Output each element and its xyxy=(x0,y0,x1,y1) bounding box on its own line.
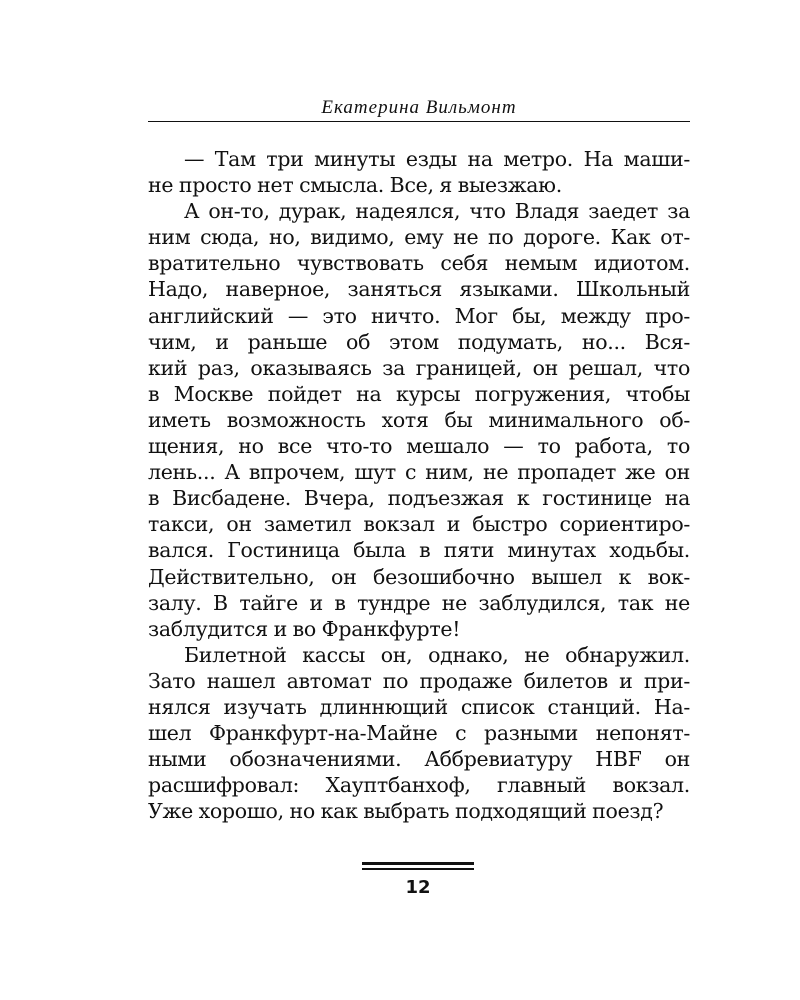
text-line: вался. Гостиница была в пяти минутах ходьбы. xyxy=(148,538,690,563)
text-line: кий раз, оказываясь за границей, он решал, что xyxy=(148,355,690,380)
text-line: чим, и раньше об этом подумать, но... Вся- xyxy=(148,329,690,354)
footer-rule-thick xyxy=(362,862,474,865)
text-line: залу. В тайге и в тундре не заблудился, так не xyxy=(148,590,690,615)
text-line: Надо, наверное, заняться языками. Школьный xyxy=(148,277,690,302)
text-line: А он-то, дурак, надеялся, что Владя заедет за xyxy=(184,199,690,224)
text-line: ним сюда, но, видимо, ему не по дороге. Как от- xyxy=(148,225,690,250)
footer-rule-thin xyxy=(362,868,474,870)
running-title: Екатерина Вильмонт xyxy=(321,97,517,118)
text-line: Билетной кассы он, однако, не обнаружил. xyxy=(184,642,690,667)
text-line: в Москве пойдет на курсы погружения, чтобы xyxy=(148,381,690,406)
text-line: такси, он заметил вокзал и быстро сориентиро- xyxy=(148,512,690,537)
text-line: лень... А впрочем, шут с ним, не пропадет же он xyxy=(148,460,690,485)
text-line: ными обозначениями. Аббревиатуру HBF он xyxy=(148,747,690,772)
text-line: не просто нет смысла. Все, я выезжаю. xyxy=(148,173,562,198)
text-line: Уже хорошо, но как выбрать подходящий поезд? xyxy=(148,799,664,824)
text-line: нялся изучать длиннющий список станций. На- xyxy=(148,694,690,719)
footer-ornament xyxy=(362,862,474,870)
text-line: заблудится и во Франкфурте! xyxy=(148,616,461,641)
body-text xyxy=(148,146,690,824)
text-line: расшифровал: Хауптбанхоф, главный вокзал. xyxy=(148,773,690,798)
text-line: английский — это ничто. Мог бы, между про- xyxy=(148,303,690,328)
text-line: шел Франкфурт-на-Майне с разными непонят- xyxy=(148,721,690,746)
text-line: вратительно чувствовать себя немым идиотом. xyxy=(148,251,690,276)
text-line: — Там три минуты езды на метро. На маши- xyxy=(184,147,690,171)
header-rule xyxy=(148,121,690,122)
text-line: Зато нашел автомат по продаже билетов и при- xyxy=(148,668,690,693)
text-line: иметь возможность хотя бы минимального об- xyxy=(148,407,690,432)
page-number: 12 xyxy=(405,877,431,898)
text-line: щения, но все что-то мешало — то работа, то xyxy=(148,434,690,459)
text-line: Действительно, он безошибочно вышел к вок- xyxy=(148,564,690,589)
text-line: в Висбадене. Вчера, подъезжая к гостинице на xyxy=(148,486,690,511)
